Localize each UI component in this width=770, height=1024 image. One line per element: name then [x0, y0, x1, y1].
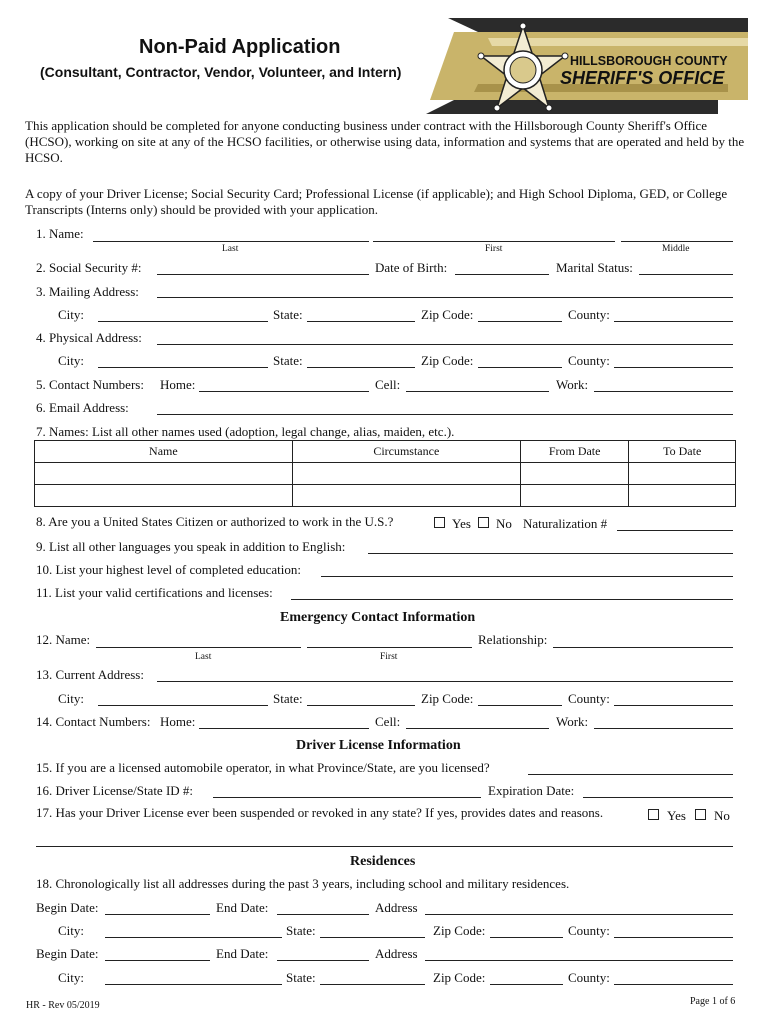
citizen-yes-label: Yes — [452, 516, 471, 531]
res2-zip-field[interactable] — [490, 984, 563, 985]
languages-field[interactable] — [368, 553, 733, 554]
ec-state-field[interactable] — [307, 705, 415, 706]
sheriff-logo — [418, 18, 748, 114]
work-label: Work: — [556, 377, 589, 392]
phys-state-label: State: — [273, 353, 303, 368]
ec-address-field[interactable] — [157, 681, 733, 682]
revision-label: HR - Rev 05/2019 — [26, 1000, 100, 1011]
mail-state-label: State: — [273, 307, 303, 322]
contact-label: 5. Contact Numbers: — [36, 377, 144, 392]
citizen-label: 8. Are you a United States Citizen or authorized to work in the U.S.? — [36, 514, 394, 529]
res1-city-label: City: — [58, 923, 85, 938]
first-caption: First — [485, 244, 503, 254]
naturalization-field[interactable] — [617, 530, 733, 531]
suspended-yes-label: Yes — [667, 808, 686, 823]
certs-label: 11. List your valid certifications and licenses: — [36, 585, 273, 600]
mailing-address-field[interactable] — [157, 297, 733, 298]
dob-label: Date of Birth: — [375, 260, 448, 275]
ec-city-field[interactable] — [98, 705, 268, 706]
logo-line2: SHERIFF'S OFFICE — [560, 68, 725, 88]
intro-paragraph-1: This application should be completed for anyone conducting business under contract with the Hillsborough County Sheriff's Office (HCSO), working on site at any of the HCSO facilities, or otherwise using data, information and systems that are operated and held by the HCSO. — [25, 118, 745, 165]
citizen-no-checkbox[interactable] — [478, 517, 489, 528]
education-field[interactable] — [321, 576, 733, 577]
res1-begin-label: Begin Date: — [36, 900, 99, 915]
ec-cell-phone-field[interactable] — [406, 728, 549, 729]
ec-state-label: State: — [273, 691, 303, 706]
q16-label: 16. Driver License/State ID #: — [36, 783, 194, 798]
mail-county-field[interactable] — [614, 321, 733, 322]
ec-work-phone-field[interactable] — [594, 728, 733, 729]
res1-state-label: State: — [286, 923, 316, 938]
suspended-no-checkbox[interactable] — [695, 809, 706, 820]
expiration-field[interactable] — [583, 797, 733, 798]
form-title: Non-Paid Application — [139, 36, 341, 58]
res1-zip-label: Zip Code: — [433, 923, 486, 938]
res2-county-label: County: — [568, 970, 610, 985]
ec-work-label: Work: — [556, 714, 589, 729]
marital-label: Marital Status: — [556, 260, 633, 275]
ec-home-phone-field[interactable] — [199, 728, 369, 729]
ssn-field[interactable] — [157, 274, 369, 275]
res2-zip-label: Zip Code: — [433, 970, 486, 985]
mailing-label: 3. Mailing Address: — [36, 284, 139, 299]
phys-city-label: City: — [58, 353, 85, 368]
middle-name-field[interactable] — [621, 241, 733, 242]
phys-zip-label: Zip Code: — [421, 353, 474, 368]
other-names-table — [34, 440, 736, 507]
citizen-no-label: No — [496, 516, 512, 531]
physical-label: 4. Physical Address: — [36, 330, 142, 345]
ec-home-label: Home: — [160, 714, 196, 729]
q18-label: 18. Chronologically list all addresses during the past 3 years, including school and military residences. — [36, 876, 570, 891]
education-label: 10. List your highest level of completed education: — [36, 562, 301, 577]
expiration-label: Expiration Date: — [488, 783, 575, 798]
res2-state-label: State: — [286, 970, 316, 985]
res2-address-field[interactable] — [425, 960, 733, 961]
certs-field[interactable] — [291, 599, 733, 600]
table-row — [35, 463, 736, 485]
col-circumstance: Circumstance — [292, 441, 520, 463]
relationship-label: Relationship: — [478, 632, 548, 647]
res2-county-field[interactable] — [614, 984, 733, 985]
home-phone-field[interactable] — [199, 391, 369, 392]
ec-contact-label: 14. Contact Numbers: — [36, 714, 151, 729]
res2-city-field[interactable] — [105, 984, 282, 985]
table-cell[interactable] — [292, 485, 520, 507]
first-name-field[interactable] — [373, 241, 615, 242]
table-cell[interactable] — [35, 485, 293, 507]
q17-label: 17. Has your Driver License ever been suspended or revoked in any state? If yes, provides dates and reasons. — [36, 805, 604, 820]
phys-zip-field[interactable] — [478, 367, 562, 368]
ec-zip-label: Zip Code: — [421, 691, 474, 706]
table-cell[interactable] — [292, 463, 520, 485]
q15-label: 15. If you are a licensed automobile operator, in what Province/State, are you licensed? — [36, 760, 490, 775]
physical-address-field[interactable] — [157, 344, 733, 345]
table-cell[interactable] — [520, 485, 629, 507]
marital-field[interactable] — [639, 274, 733, 275]
logo-line1: HILLSBOROUGH COUNTY — [570, 54, 728, 68]
mail-city-field[interactable] — [98, 321, 268, 322]
ec-county-field[interactable] — [614, 705, 733, 706]
q17-reasons-field[interactable] — [36, 846, 733, 847]
cell-label: Cell: — [375, 377, 401, 392]
mail-zip-label: Zip Code: — [421, 307, 474, 322]
res2-end-field[interactable] — [277, 960, 369, 961]
languages-label: 9. List all other languages you speak in addition to English: — [36, 539, 346, 554]
cell-phone-field[interactable] — [406, 391, 549, 392]
phys-state-field[interactable] — [307, 367, 415, 368]
email-label: 6. Email Address: — [36, 400, 129, 415]
ec-last-caption: Last — [195, 652, 212, 662]
suspended-no-label: No — [714, 808, 730, 823]
res1-state-field[interactable] — [320, 937, 425, 938]
table-cell[interactable] — [35, 463, 293, 485]
ec-last-name-field[interactable] — [96, 647, 301, 648]
citizen-yes-checkbox[interactable] — [434, 517, 445, 528]
table-row — [35, 485, 736, 507]
res1-zip-field[interactable] — [490, 937, 563, 938]
work-phone-field[interactable] — [594, 391, 733, 392]
mail-city-label: City: — [58, 307, 85, 322]
naturalization-label: Naturalization # — [523, 516, 608, 531]
res2-begin-label: Begin Date: — [36, 946, 99, 961]
res1-address-label: Address — [375, 900, 418, 915]
col-name: Name — [35, 441, 293, 463]
other-names-label: 7. Names: List all other names used (adoption, legal change, alias, maiden, etc.). — [36, 424, 455, 439]
phys-county-label: County: — [568, 353, 610, 368]
mail-county-label: County: — [568, 307, 610, 322]
intro-paragraph-2: A copy of your Driver License; Social Security Card; Professional License (if applicable); and High School Diploma, GED, or College Transcripts (Interns only) should be provided with your application. — [25, 186, 728, 217]
license-number-field[interactable] — [213, 797, 481, 798]
res2-end-label: End Date: — [216, 946, 269, 961]
ec-address-label: 13. Current Address: — [36, 667, 144, 682]
last-caption: Last — [222, 244, 239, 254]
res2-begin-field[interactable] — [105, 960, 210, 961]
table-cell[interactable] — [629, 463, 736, 485]
table-cell[interactable] — [629, 485, 736, 507]
table-cell[interactable] — [520, 463, 629, 485]
ec-county-label: County: — [568, 691, 610, 706]
driver-heading: Driver License Information — [296, 738, 461, 753]
phys-county-field[interactable] — [614, 367, 733, 368]
email-field[interactable] — [157, 414, 733, 415]
middle-caption: Middle — [662, 244, 690, 254]
mail-zip-field[interactable] — [478, 321, 562, 322]
res2-state-field[interactable] — [320, 984, 425, 985]
ec-city-label: City: — [58, 691, 85, 706]
ec-zip-field[interactable] — [478, 705, 562, 706]
col-to-date: To Date — [629, 441, 736, 463]
phys-city-field[interactable] — [98, 367, 268, 368]
mail-state-field[interactable] — [307, 321, 415, 322]
res1-county-field[interactable] — [614, 937, 733, 938]
ec-cell-label: Cell: — [375, 714, 401, 729]
name-label: 1. Name: — [36, 226, 84, 241]
res1-end-field[interactable] — [277, 914, 369, 915]
res1-address-field[interactable] — [425, 914, 733, 915]
last-name-field[interactable] — [93, 241, 369, 242]
emergency-heading: Emergency Contact Information — [280, 610, 476, 625]
home-label: Home: — [160, 377, 196, 392]
res2-city-label: City: — [58, 970, 85, 985]
res1-end-label: End Date: — [216, 900, 269, 915]
col-from-date: From Date — [520, 441, 629, 463]
res2-address-label: Address — [375, 946, 418, 961]
relationship-field[interactable] — [553, 647, 733, 648]
ec-first-caption: First — [380, 652, 398, 662]
dob-field[interactable] — [455, 274, 549, 275]
ec-first-name-field[interactable] — [307, 647, 472, 648]
res1-city-field[interactable] — [105, 937, 282, 938]
form-subtitle: (Consultant, Contractor, Vendor, Volunteer, and Intern) — [40, 64, 402, 80]
ec-name-label: 12. Name: — [36, 632, 91, 647]
page-number: Page 1 of 6 — [690, 996, 736, 1007]
table-header-row — [35, 441, 736, 463]
res1-county-label: County: — [568, 923, 610, 938]
residences-heading: Residences — [350, 854, 416, 869]
suspended-yes-checkbox[interactable] — [648, 809, 659, 820]
q15-field[interactable] — [528, 774, 733, 775]
ssn-label: 2. Social Security #: — [36, 260, 142, 275]
res1-begin-field[interactable] — [105, 914, 210, 915]
